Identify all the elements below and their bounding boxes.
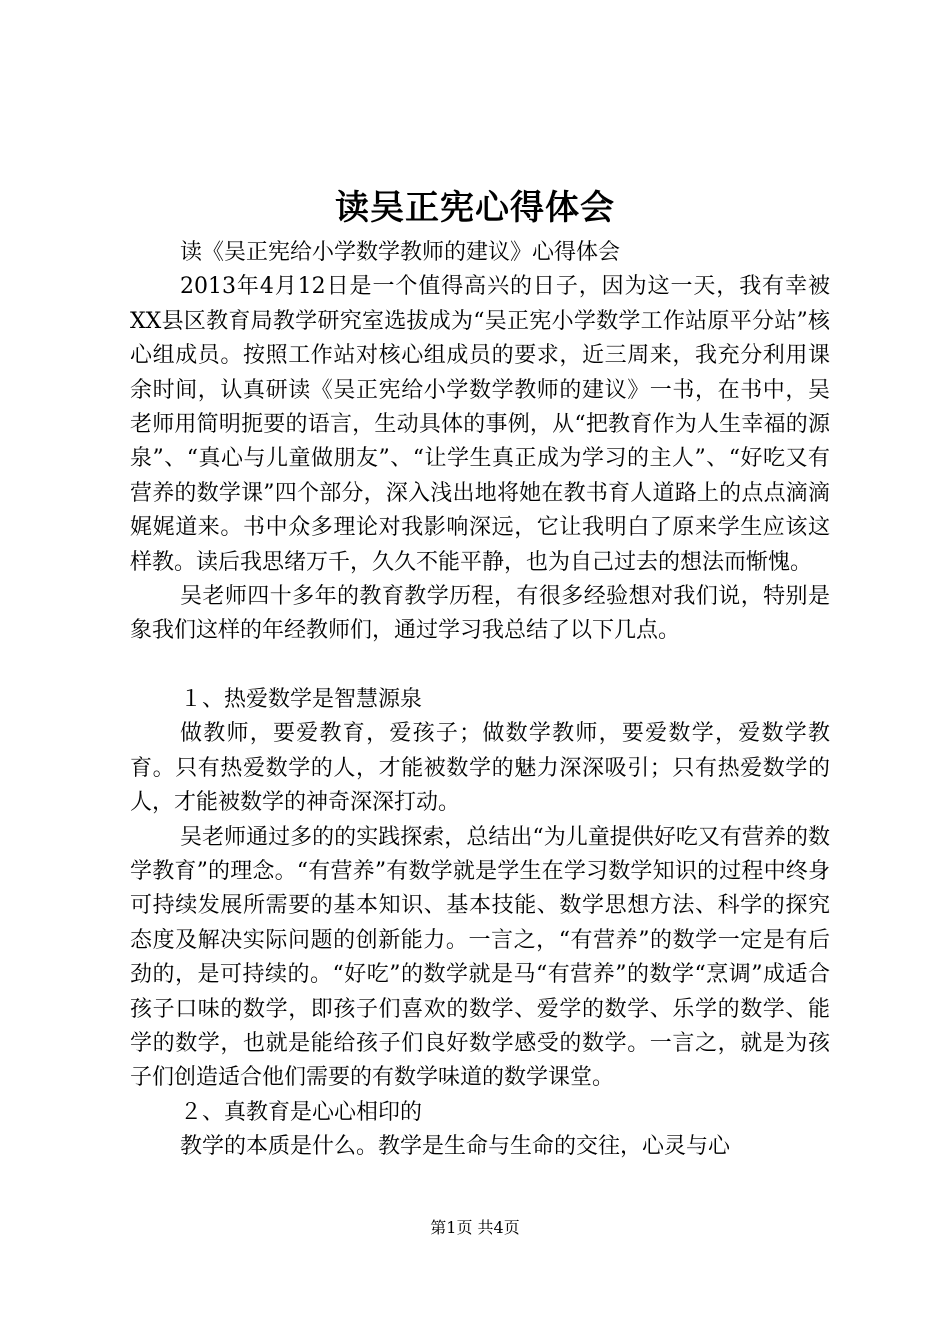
section-heading-1: １、热爱数学是智慧源泉 [180, 686, 423, 712]
document-title: 读吴正宪心得体会 [335, 188, 615, 228]
body-paragraph: 教学的本质是什么。教学是生命与生命的交往，心灵与心 [180, 1134, 731, 1160]
subtitle-paragraph: 读《吴正宪给小学数学教师的建议》心得体会 [180, 240, 621, 265]
summary-paragraph: 吴老师四十多年的教育教学历程，有很多经验想对我们说，特别是象我们这样的年经教师们，通过学习我总结了以下几点。 [130, 584, 830, 644]
document-body [130, 236, 830, 1165]
page-number-footer: 第1页 共4页 [430, 1218, 520, 1237]
section-heading-2: ２、真教育是心心相印的 [180, 1099, 423, 1125]
intro-paragraph: 2013年4月12日是一个值得高兴的日子，因为这一天，我有幸被XX县区教育局教学研究室选拔成为“吴正宪小学数学工作站原平分站”核心组成员。按照工作站对核心组成员的要求，近三周来，我充分利用课余时间，认真研读《吴正宪给小学数学教师的建议》一书，在书中，吴老师用简明扼要的语言，生动具体的事例，从“把教育作为人生幸福的源泉”、“真心与儿童做朋友”、“让学生真正成为学习的主人”、“好吃又有营养的数学课”四个部分，深入浅出地将她在教书育人道路上的点点滴滴娓娓道来。书中众多理论对我影响深远，它让我明白了原来学生应该这样教。读后我思绪万千，久久不能平静，也为自己过去的想法而惭愧。 [130, 274, 830, 575]
body-paragraph: 吴老师通过多的的实践探索，总结出“为儿童提供好吃又有营养的数学教育”的理念。“有营养”有数学就是学生在学习数学知识的过程中终身可持续发展所需要的基本知识、基本技能、数学思想方法、科学的探究态度及解决实际问题的创新能力。一言之，“有营养”的数学一定是有后劲的，是可持续的。“好吃”的数学就是马“有营养”的数学“烹调”成适合孩子口味的数学，即孩子们喜欢的数学、爱学的数学、乐学的数学、能学的数学，也就是能给孩子们良好数学感受的数学。一言之，就是为孩子们创造适合他们需要的有数学味道的数学课堂。 [130, 824, 830, 1091]
body-paragraph: 做教师，要爱教育，爱孩子；做数学教师，要爱数学，爱数学教育。只有热爱数学的人，才能被数学的魅力深深吸引；只有热爱数学的人，才能被数学的神奇深深打动。 [130, 721, 830, 816]
